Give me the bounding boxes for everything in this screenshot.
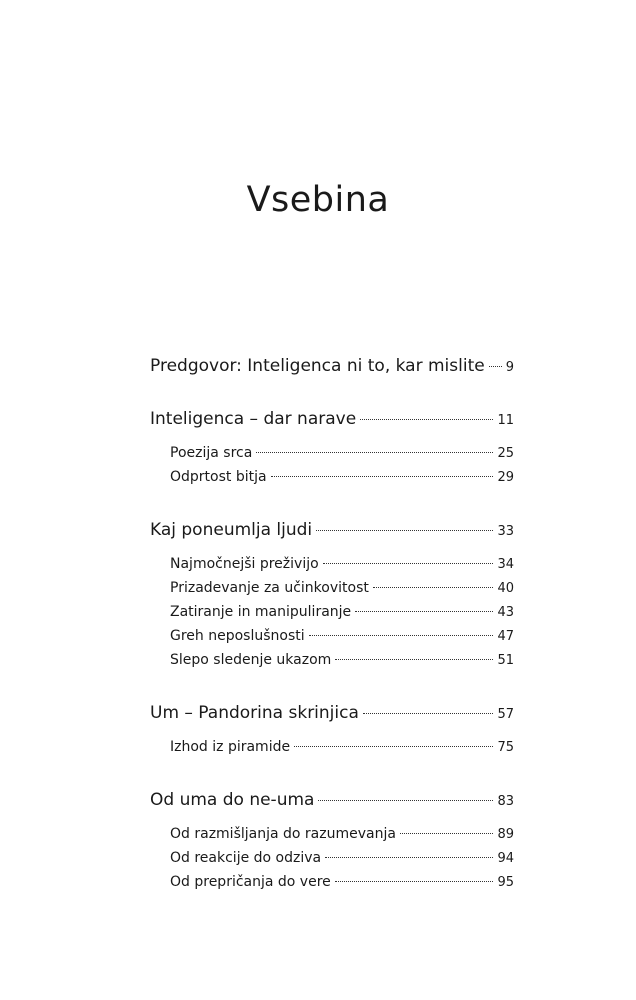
toc-chapter[interactable]: [150, 517, 514, 543]
toc-subsection[interactable]: [150, 552, 514, 576]
toc-entry-page: 47: [497, 629, 514, 644]
spacer: [150, 432, 514, 441]
dot-leader: [309, 635, 494, 636]
toc-entry-label: Zatiranje in manipuliranje: [170, 604, 352, 620]
dot-leader: [318, 800, 493, 801]
toc-entry-label: Od uma do ne-uma: [150, 790, 315, 810]
toc-entry-page: 83: [497, 794, 514, 809]
spacer: [150, 672, 514, 700]
toc-subsection[interactable]: [150, 846, 514, 870]
dot-leader: [271, 476, 494, 477]
toc-entry-label: Najmočnejši preživijo: [170, 556, 319, 572]
dot-leader: [316, 530, 493, 531]
dot-leader: [373, 587, 494, 588]
toc-entry-label: Odprtost bitja: [170, 469, 267, 485]
toc-entry-page: 94: [497, 851, 514, 866]
toc-subsection[interactable]: [150, 465, 514, 489]
toc-entry-label: Greh neposlušnosti: [170, 628, 305, 644]
toc-entry-preface[interactable]: [150, 353, 514, 379]
toc-chapter[interactable]: [150, 787, 514, 813]
toc-entry-page: 95: [497, 875, 514, 890]
toc-subsection[interactable]: [150, 648, 514, 672]
toc-subsection[interactable]: [150, 600, 514, 624]
toc-subsection[interactable]: [150, 870, 514, 894]
dot-leader: [335, 659, 493, 660]
toc-entry-page: 9: [505, 360, 514, 375]
dot-leader: [400, 833, 494, 834]
toc-entry-page: 33: [497, 524, 514, 539]
toc-entry-page: 40: [497, 581, 514, 596]
toc-entry-label: Izhod iz piramide: [170, 739, 291, 755]
dot-leader: [360, 419, 493, 420]
spacer: [150, 379, 514, 406]
toc-subsection[interactable]: [150, 624, 514, 648]
page-title: Vsebina: [246, 180, 390, 220]
toc-entry-page: 34: [497, 557, 514, 572]
toc-subsection[interactable]: [150, 735, 514, 759]
toc-entry-page: 57: [497, 707, 514, 722]
toc-entry-page: 11: [497, 413, 514, 428]
spacer: [150, 489, 514, 517]
dot-leader: [355, 611, 493, 612]
toc-entry-page: 51: [497, 653, 514, 668]
toc-entry-label: Slepo sledenje ukazom: [170, 652, 332, 668]
toc-chapter[interactable]: [150, 406, 514, 432]
dot-leader: [335, 881, 494, 882]
spacer: [150, 543, 514, 552]
dot-leader: [294, 746, 493, 747]
toc-entry-label: Od reakcije do odziva: [170, 850, 322, 866]
spacer: [150, 759, 514, 787]
toc-chapter[interactable]: [150, 700, 514, 726]
toc-entry-label: Poezija srca: [170, 445, 253, 461]
toc-entry-label: Prizadevanje za učinkovitost: [170, 580, 369, 596]
toc-entry-page: 29: [497, 470, 514, 485]
toc-entry-label: Um – Pandorina skrinjica: [150, 703, 359, 723]
toc-entry-page: 43: [497, 605, 514, 620]
dot-leader: [323, 563, 494, 564]
spacer: [150, 726, 514, 735]
dot-leader: [489, 366, 502, 367]
toc-entry-label: Predgovor: Inteligenca ni to, kar mislite: [150, 356, 485, 376]
toc-subsection[interactable]: [150, 822, 514, 846]
dot-leader: [256, 452, 493, 453]
toc-subsection[interactable]: [150, 441, 514, 465]
dot-leader: [363, 713, 494, 714]
toc-entry-page: 89: [497, 827, 514, 842]
spacer: [150, 813, 514, 822]
toc-entry-page: 25: [497, 446, 514, 461]
toc-entry-label: Inteligenca – dar narave: [150, 409, 357, 429]
toc-entry-label: Od prepričanja do vere: [170, 874, 331, 890]
toc-entry-page: 75: [497, 740, 514, 755]
toc-entry-label: Kaj poneumlja ljudi: [150, 520, 313, 540]
toc-entry-label: Od razmišljanja do razumevanja: [170, 826, 396, 842]
toc-subsection[interactable]: [150, 576, 514, 600]
table-of-contents: [150, 353, 514, 894]
dot-leader: [325, 857, 493, 858]
